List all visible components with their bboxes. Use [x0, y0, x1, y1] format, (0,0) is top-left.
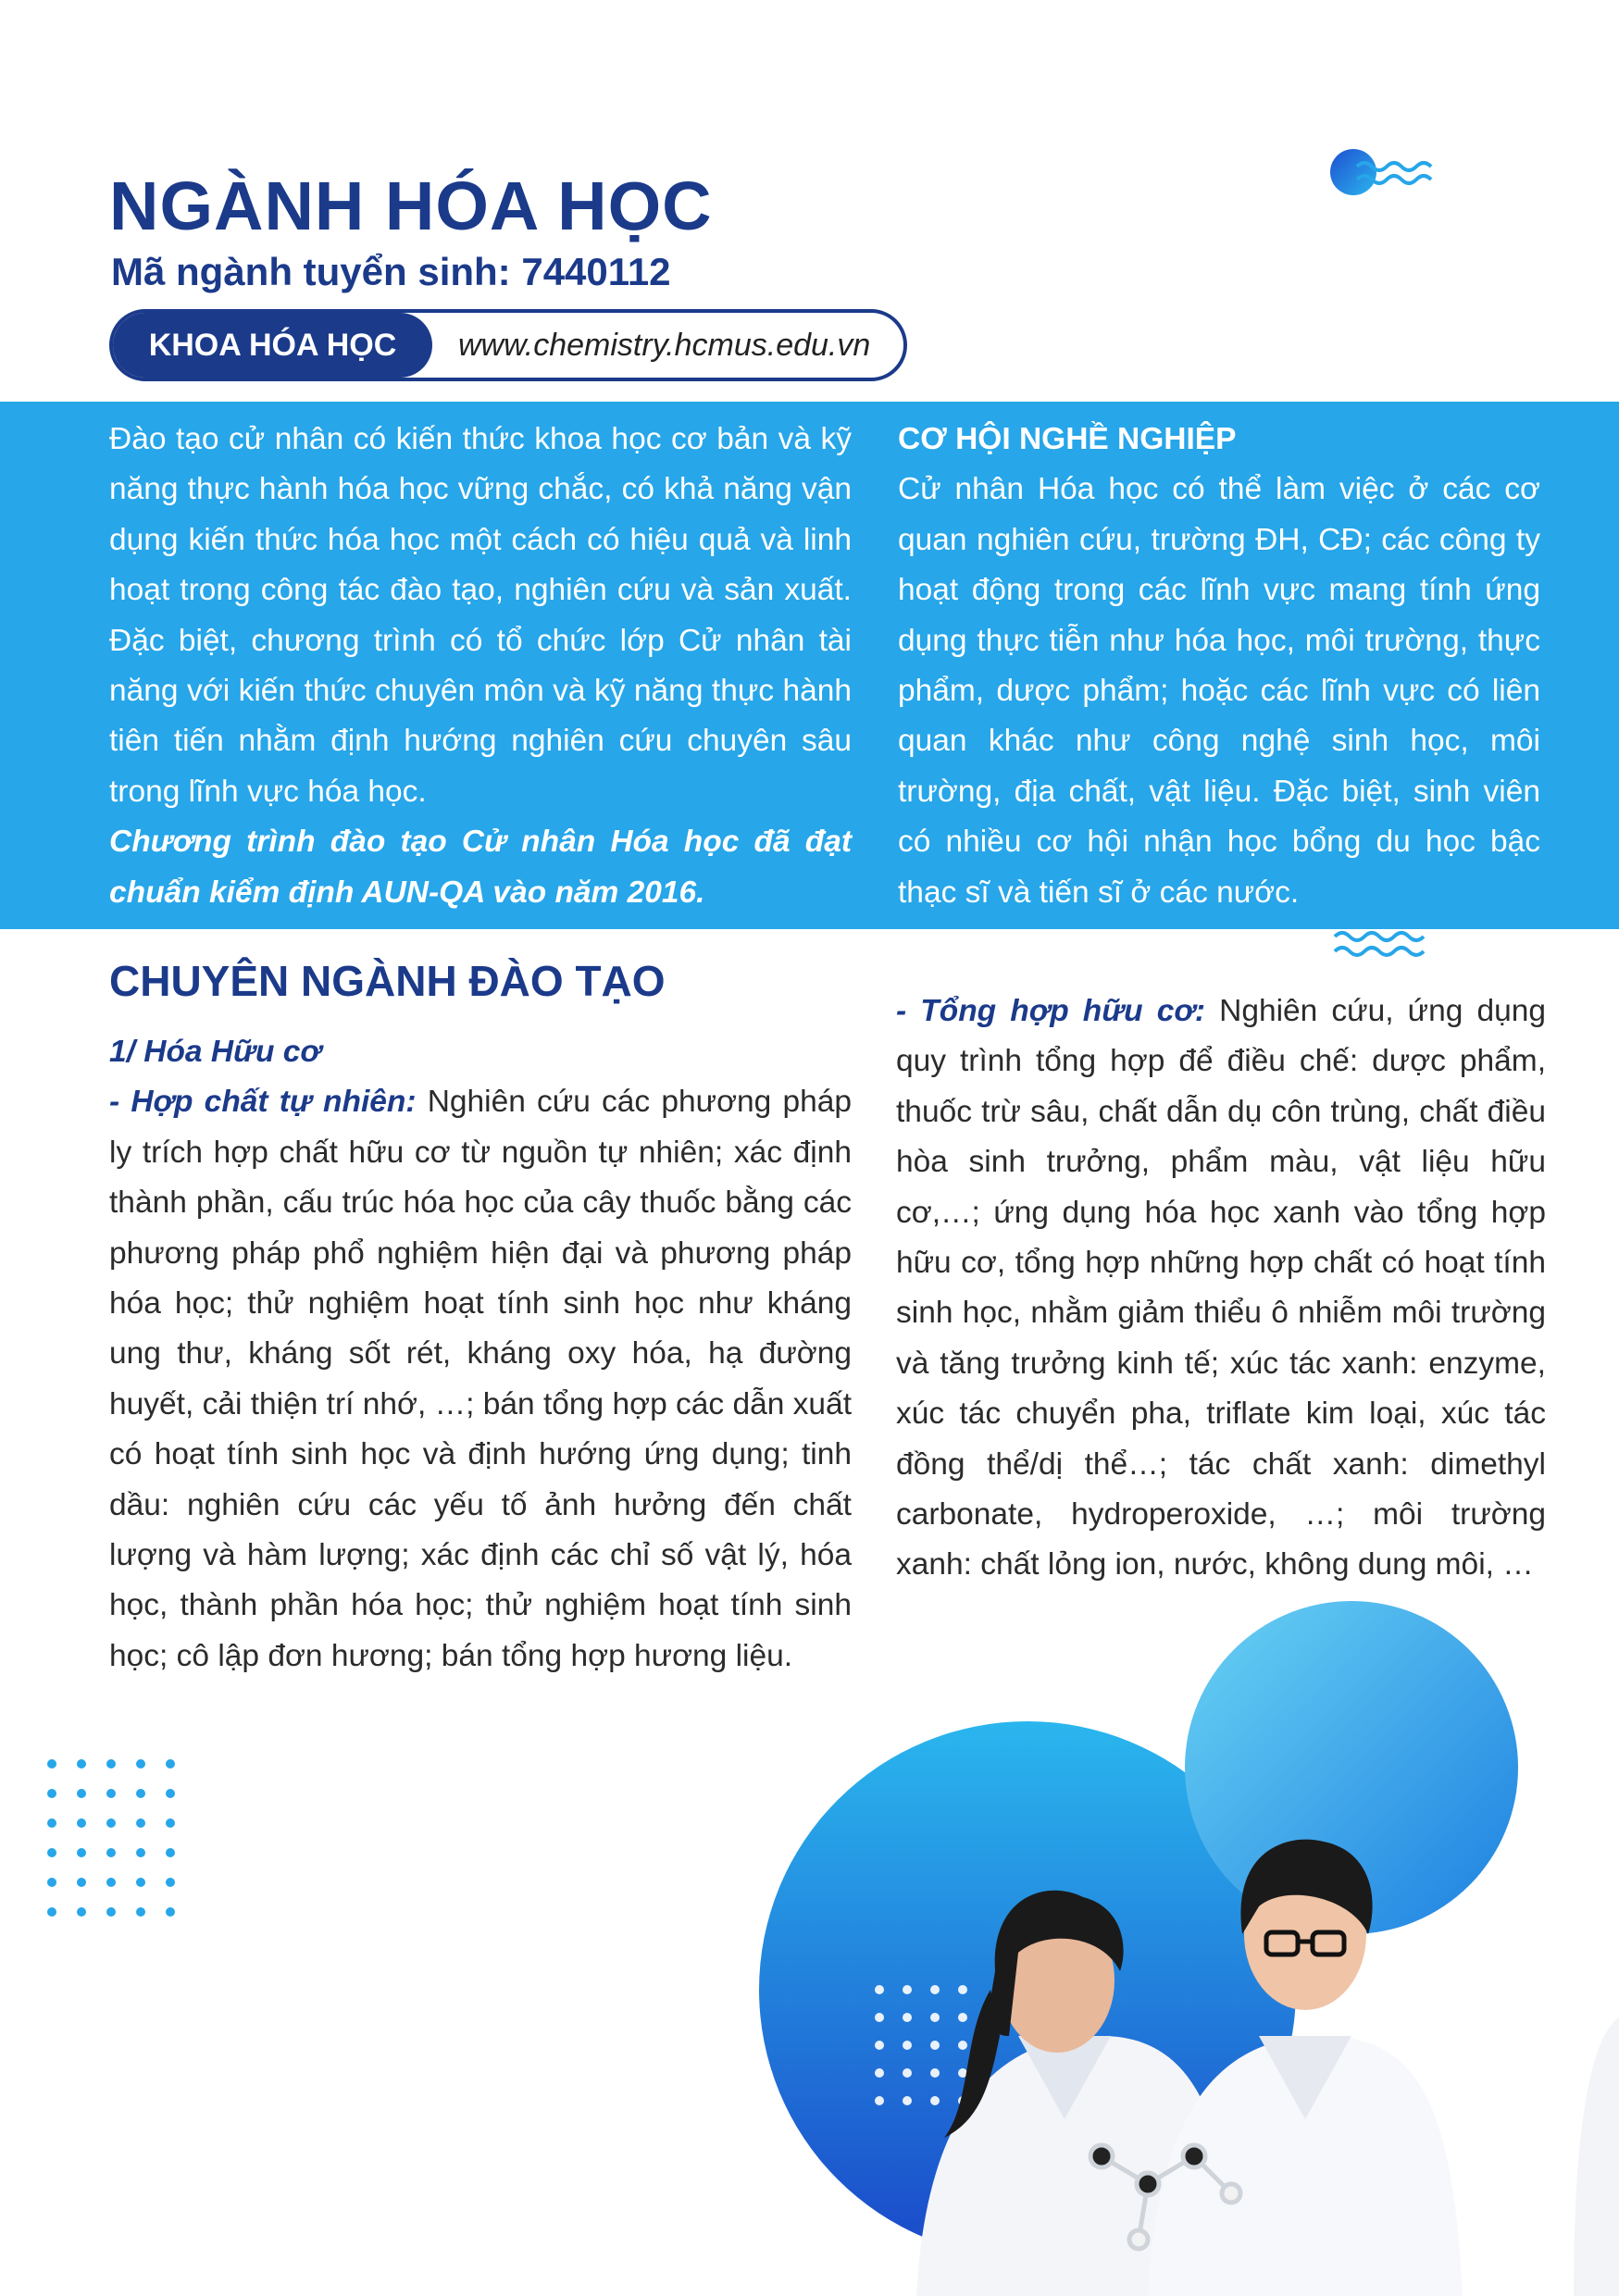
admission-code: Mã ngành tuyển sinh: 7440112 — [111, 250, 671, 293]
organic-natural-section — [109, 1027, 852, 1682]
career-section — [898, 415, 1540, 918]
subsection-title: 1/ Hóa Hữu cơ — [109, 1035, 321, 1069]
natural-compounds-lead: - Hợp chất tự nhiên: — [109, 1085, 417, 1120]
career-heading: CƠ HỘI NGHỀ NGHIỆP — [898, 422, 1237, 456]
dot-pattern-left — [44, 1756, 211, 1923]
dot-circle-icon — [1330, 149, 1376, 195]
page-title: NGÀNH HÓA HỌC — [109, 168, 713, 244]
organic-synthesis-section — [896, 987, 1546, 1591]
natural-compounds-text: Nghiên cứu các phương pháp ly trích hợp chất hữu cơ từ nguồn tự nhiên; xác định thành phần, cấu trúc hóa học của cây thuốc bằng các phương pháp phổ nghiệm hiện đại và phương pháp hóa học; thử nghiệm hoạt tính sinh học như kháng ung thư, kháng sốt rét, kháng oxy hóa, hạ đường huyết, cải thiện trí nhớ, …; bán tổng hợp các dẫn xuất có hoạt tính sinh học và định hướng ứng dụng; tinh dầu: nghiên cứu các yếu tố ảnh hưởng đến chất lượng và hàm lượng; xác định các chỉ số vật lý, hóa học, thành phần hóa học; thử nghiệm hoạt tính sinh học; cô lập đơn hương; bán tổng hợp hương liệu. — [109, 1085, 853, 1673]
accreditation-note: Chương trình đào tạo Cử nhân Hóa học đã đạt chuẩn kiểm định AUN-QA vào năm 2016. — [109, 825, 852, 910]
specialization-heading: CHUYÊN NGÀNH ĐÀO TẠO — [109, 957, 666, 1005]
website-link[interactable]: www.chemistry.hcmus.edu.vn — [458, 327, 871, 363]
researchers-photo — [713, 1601, 1619, 2296]
wave-ornament-top — [1329, 148, 1440, 200]
faculty-label: KHOA HÓA HỌC — [113, 313, 432, 378]
faculty-banner — [109, 309, 907, 381]
wave-ornament-mid — [1333, 927, 1426, 964]
synthesis-lead: - Tổng hợp hữu cơ: — [896, 994, 1206, 1028]
intro-section — [109, 415, 852, 918]
career-text: Cử nhân Hóa học có thể làm việc ở các cơ quan nghiên cứu, trường ĐH, CĐ; các công ty hoạt động trong các lĩnh vực mang tính ứng dụng thực tiễn như hóa học, môi trường, thực phẩm, dược phẩm; hoặc các lĩnh vực có liên quan khác như công nghệ sinh học, môi trường, địa chất, vật liệu. Đặc biệt, sinh viên có nhiều cơ hội nhận học bổng du học bậc thạc sĩ và tiến sĩ ở các nước. — [898, 472, 1540, 910]
intro-text: Đào tạo cử nhân có kiến thức khoa học cơ bản và kỹ năng thực hành hóa học vững chắc, có khả năng vận dụng kiến thức hóa học một cách có hiệu quả và linh hoạt trong công tác đào tạo, nghiên cứu và sản xuất. Đặc biệt, chương trình có tổ chức lớp Cử nhân tài năng với kiến thức chuyên môn và kỹ năng thực hành tiên tiến nhằm định hướng nghiên cứu chuyên sâu trong lĩnh vực hóa học. — [109, 422, 852, 809]
synthesis-text: Nghiên cứu, ứng dụng quy trình tổng hợp để điều chế: dược phẩm, thuốc trừ sâu, chất dẫn dụ côn trùng, chất điều hòa sinh trưởng, phẩm màu, vật liệu hữu cơ,…; ứng dụng hóa học xanh vào tổng hợp hữu cơ, tổng hợp những hợp chất có hoạt tính sinh học, nhằm giảm thiểu ô nhiễm môi trường và tăng trưởng kinh tế; xúc tác xanh: enzyme, xúc tác chuyển pha, triflate kim loại, xúc tác đồng thể/dị thể…; tác chất xanh: dimethyl carbonate, hydroperoxide, …; môi trường xanh: chất lỏng ion, nước, không dung môi, … — [896, 994, 1546, 1582]
